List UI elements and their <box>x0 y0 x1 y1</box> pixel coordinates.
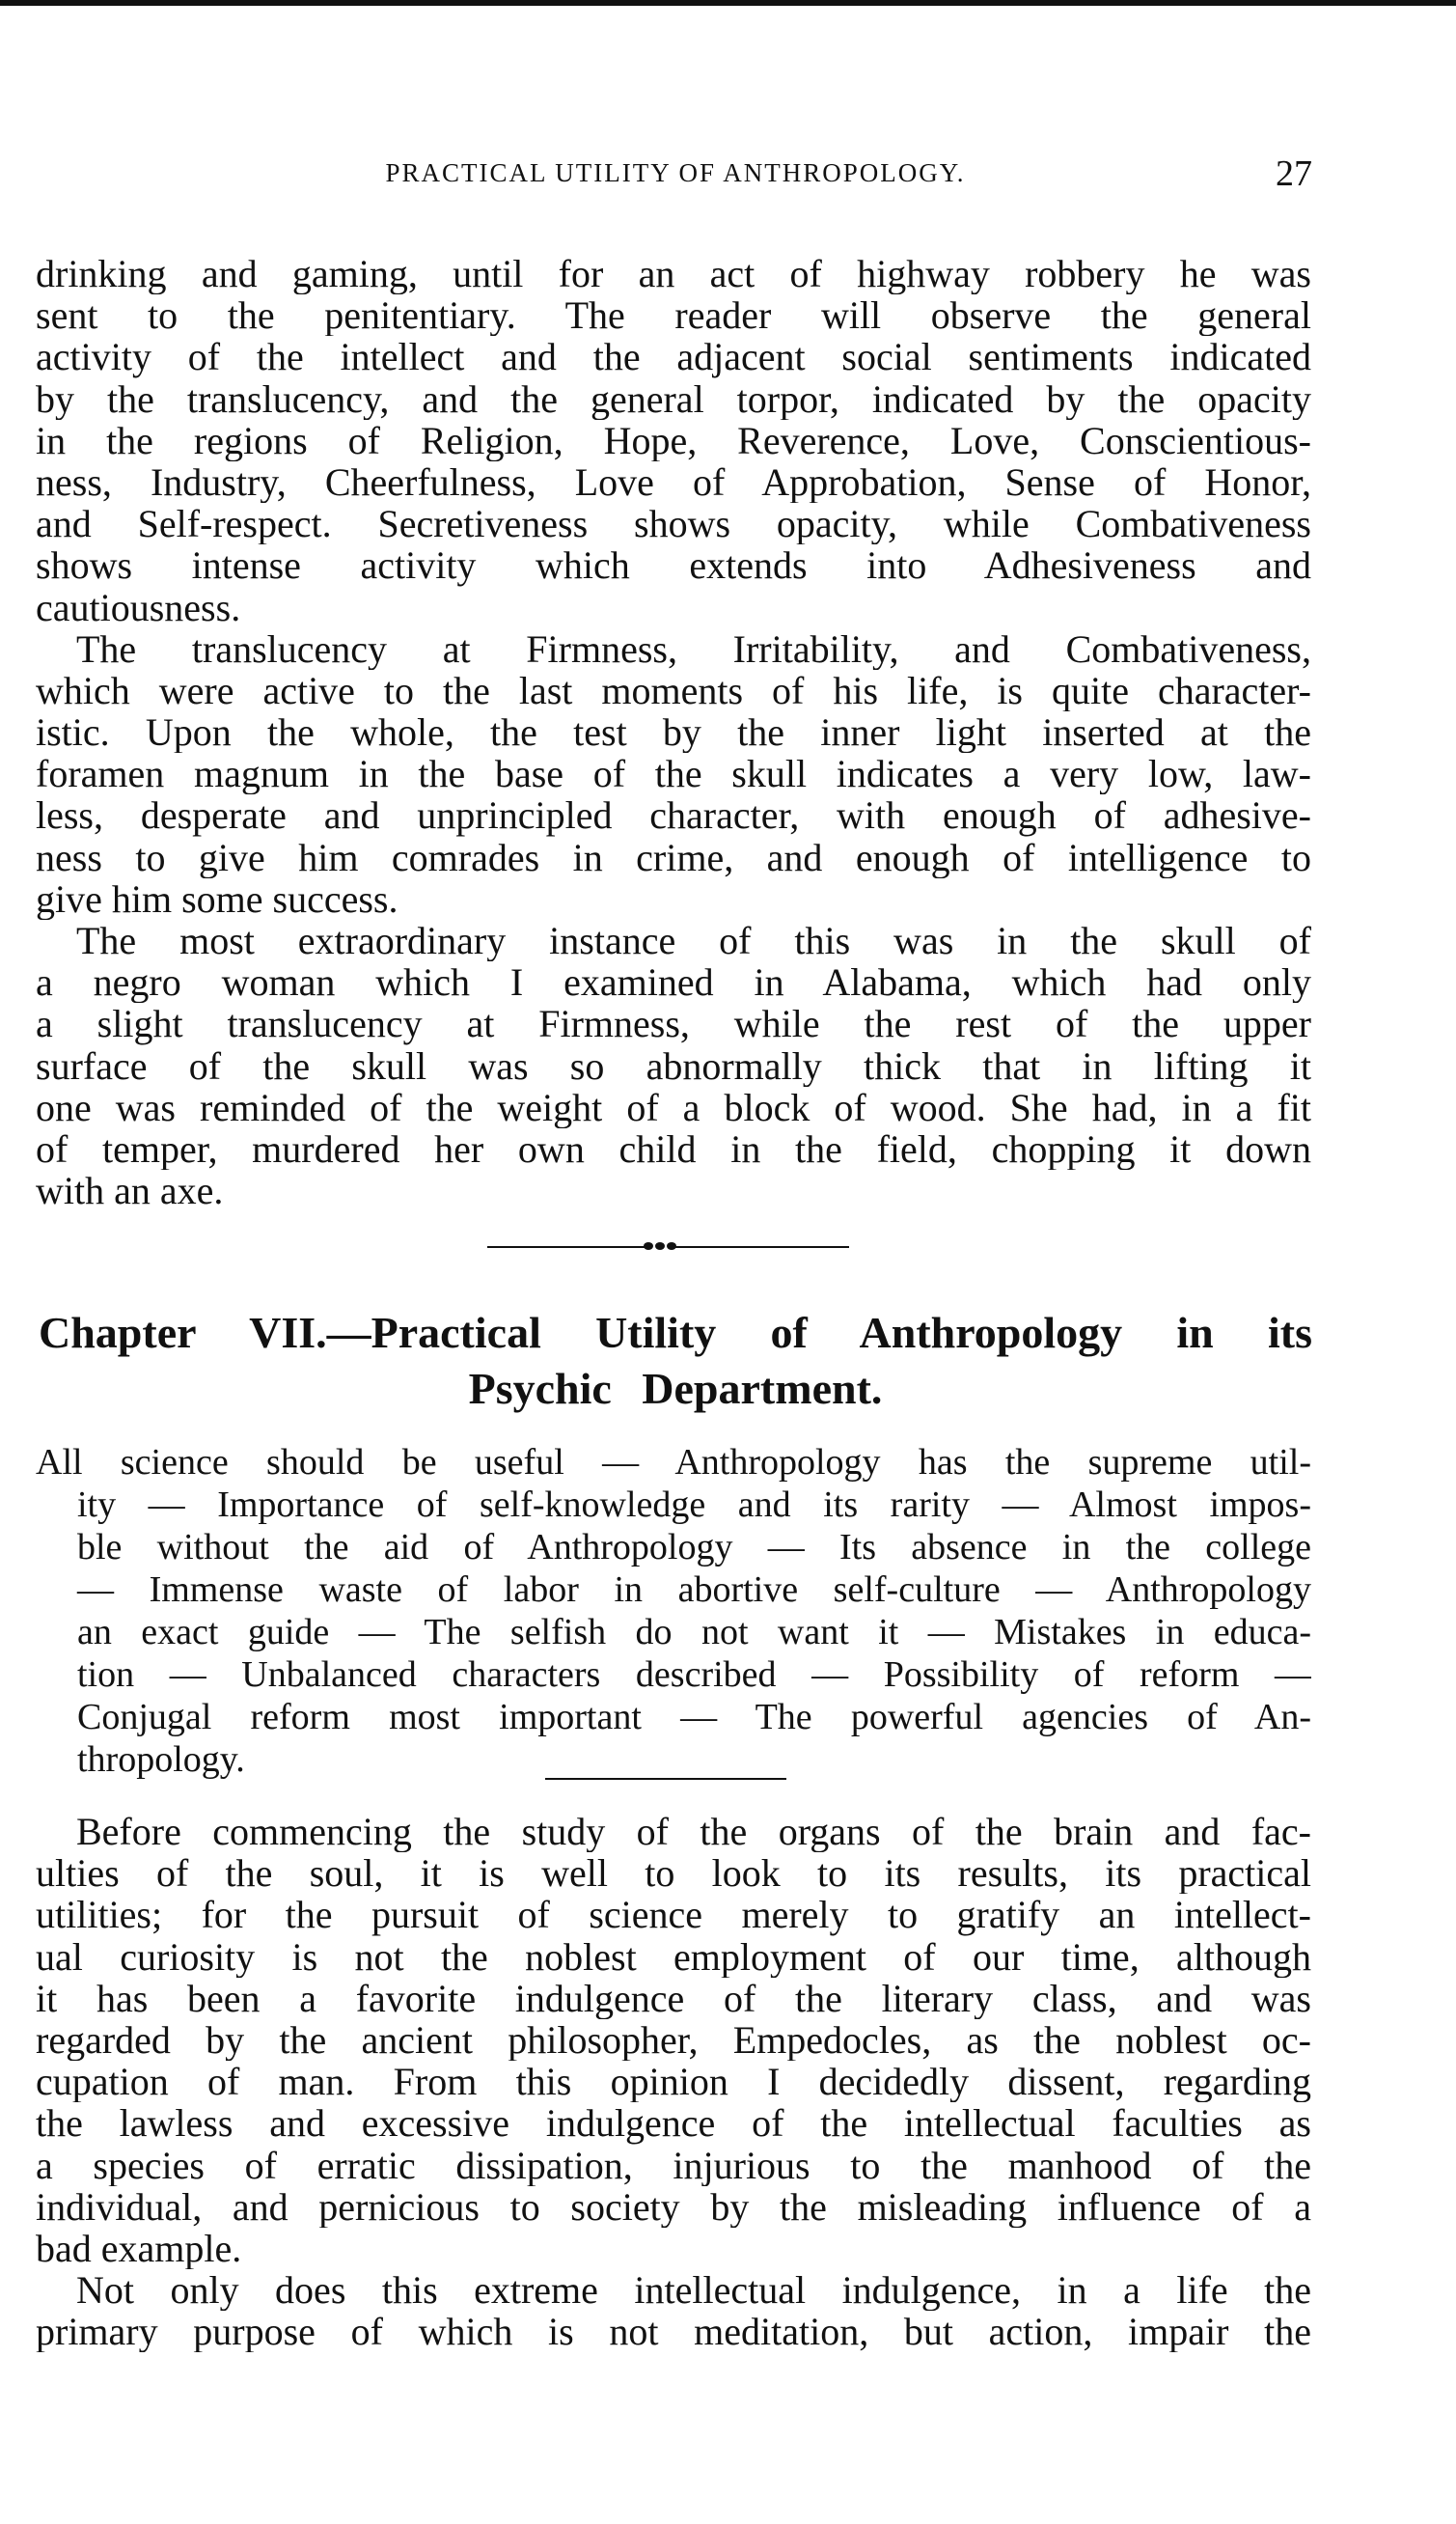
summary-line: tion — Unbalanced characters described — Possibility of reform — <box>77 1654 1311 1695</box>
text-line: foramen magnum in the base of the skull indicates a very low, law- <box>36 753 1311 795</box>
text-line: and Self-respect. Secretiveness shows opacity, while Combativeness <box>36 503 1311 545</box>
text-line: cautiousness. <box>36 586 241 628</box>
summary-line: — Immense waste of labor in abortive self-culture — Anthropology <box>77 1569 1311 1610</box>
text-line: istic. Upon the whole, the test by the inner light inserted at the <box>36 711 1311 754</box>
text-line: a slight translucency at Firmness, while the rest of the upper <box>36 1003 1311 1045</box>
text-line: surface of the skull was so abnormally thick that in lifting it <box>36 1044 1311 1087</box>
summary-line: an exact guide — The selfish do not want it — Mistakes in educa- <box>77 1612 1311 1652</box>
text-line: one was reminded of the weight of a block of wood. She had, in a fit <box>36 1086 1311 1128</box>
summary-line: ity — Importance of self-knowledge and its rarity — Almost impos- <box>77 1484 1311 1525</box>
text-line: regarded by the ancient philosopher, Empedocles, as the noblest oc- <box>36 2018 1311 2062</box>
text-line: it has been a favorite indulgence of the literary class, and was <box>36 1977 1311 2019</box>
running-head: PRACTICAL UTILITY OF ANTHROPOLOGY. <box>385 158 966 187</box>
text-line: The translucency at Firmness, Irritability, and Combativeness, <box>76 627 1311 670</box>
text-line: in the regions of Religion, Hope, Reverence, Love, Conscientious- <box>36 419 1311 461</box>
text-line: individual, and pernicious to society by the misleading influence of a <box>36 2185 1311 2228</box>
text-line: primary purpose of which is not meditation, but action, impair the <box>36 2311 1311 2353</box>
chapter-summary <box>36 1441 1311 1781</box>
summary-line: ble without the aid of Anthropology — Its absence in the college <box>77 1527 1311 1567</box>
text-line: ness to give him comrades in crime, and enough of intelligence to <box>36 836 1311 878</box>
text-line: sent to the penitentiary. The reader will observe the general <box>36 294 1311 337</box>
summary-rule <box>545 1778 786 1780</box>
text-line: Before commencing the study of the organs of the brain and fac- <box>76 1811 1311 1853</box>
summary-line: thropology. <box>77 1739 245 1780</box>
text-line: activity of the intellect and the adjacent social sentiments indicated <box>36 336 1311 378</box>
text-line: the lawless and excessive indulgence of the intellectual faculties as <box>36 2102 1311 2145</box>
text-line: a negro woman which I examined in Alabama, which had only <box>36 961 1311 1004</box>
text-line: The most extraordinary instance of this was in the skull of <box>76 920 1311 962</box>
text-line: with an axe. <box>36 1170 224 1212</box>
chapter-title-line-1: Chapter VII.—Practical Utility of Anthropology in its <box>39 1308 1312 1357</box>
text-line: ness, Industry, Cheerfulness, Love of Approbation, Sense of Honor, <box>36 460 1311 504</box>
text-line: utilities; for the pursuit of science merely to gratify an intellect- <box>36 1894 1311 1936</box>
text-line: a species of erratic dissipation, injurious to the manhood of the <box>36 2144 1311 2186</box>
summary-line: Conjugal reform most important — The powerful agencies of An- <box>77 1697 1311 1737</box>
section-ornament-divider <box>487 1245 849 1249</box>
body-text-section-1 <box>36 253 1311 1211</box>
page-top-edge <box>0 0 1456 6</box>
text-line: by the translucency, and the general torpor, indicated by the opacity <box>36 377 1311 420</box>
text-line: give him some success. <box>36 877 398 920</box>
text-line: shows intense activity which extends into Adhesiveness and <box>36 544 1311 587</box>
text-line: of temper, murdered her own child in the field, chopping it down <box>36 1127 1311 1171</box>
text-line: ulties of the soul, it is well to look to its results, its practical <box>36 1852 1311 1895</box>
text-line: Not only does this extreme intellectual indulgence, in a life the <box>76 2269 1311 2312</box>
text-line: bad example. <box>36 2227 242 2270</box>
chapter-title-line-2: Psychic Department. <box>468 1364 883 1413</box>
text-line: drinking and gaming, until for an act of highway robbery he was <box>36 253 1311 295</box>
body-text-section-2 <box>36 1811 1311 2352</box>
summary-line: All science should be useful — Anthropology has the supreme util- <box>36 1442 1311 1483</box>
page-number: 27 <box>1276 153 1312 194</box>
chapter-title <box>39 1305 1312 1417</box>
text-line: cupation of man. From this opinion I decidedly dissent, regarding <box>36 2061 1311 2103</box>
text-line: ual curiosity is not the noblest employment of our time, although <box>36 1935 1311 1978</box>
text-line: which were active to the last moments of his life, is quite character- <box>36 669 1311 712</box>
text-line: less, desperate and unprincipled character, with enough of adhesive- <box>36 794 1311 837</box>
